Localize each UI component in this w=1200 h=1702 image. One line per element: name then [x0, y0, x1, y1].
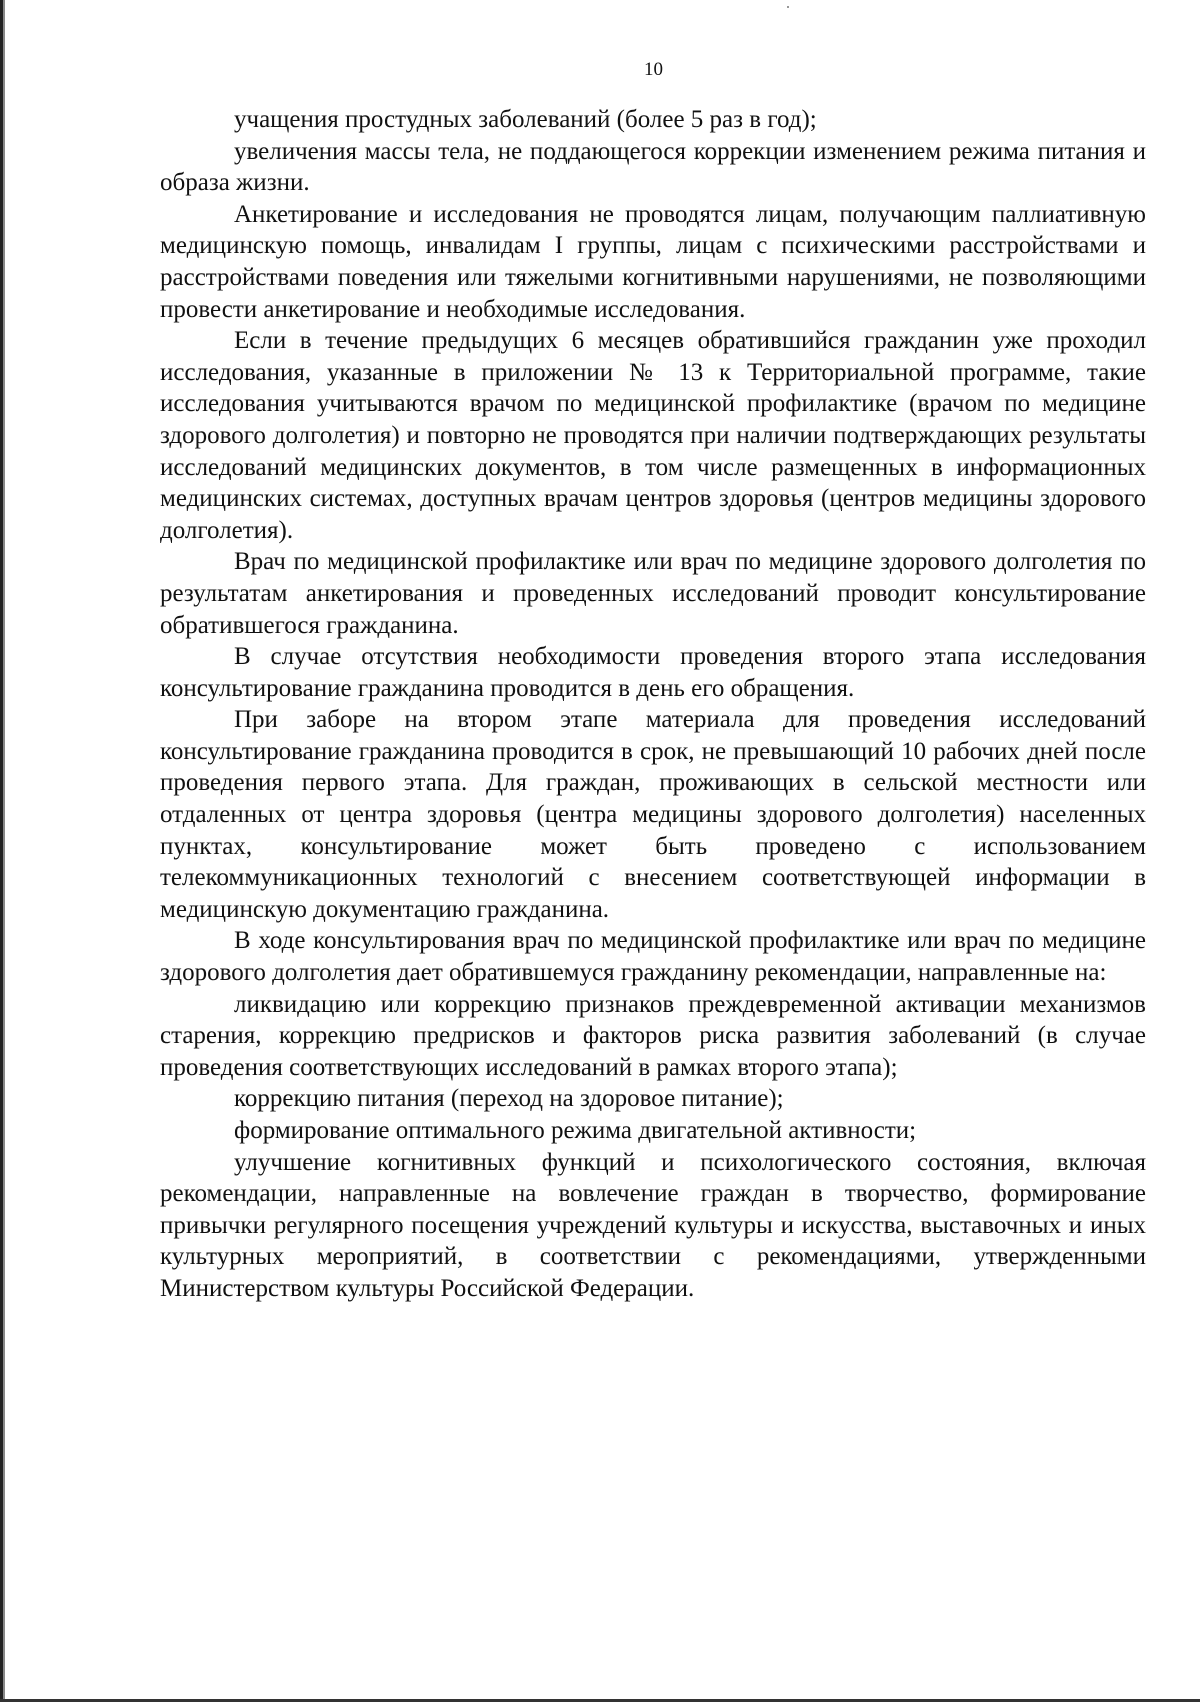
paragraph: учащения простудных заболеваний (более 5 раз в год);: [234, 106, 817, 133]
paragraph: Если в течение предыдущих 6 месяцев обратившийся гражданин уже проходил исследования, указанные в приложении № 13 к Территориальной программе, такие исследования учитываются врачом по медицинской профилактике (врачом по медицине здорового долголетия) и повторно не проводятся при наличии подтверждающих результаты исследований медицинских документов, в том числе размещенных в информационных медицинских системах, доступных врачам центров здоровья (центров медицины здорового долголетия).: [160, 327, 1146, 544]
scan-edge-shadow: [3, 0, 5, 1702]
paragraph: формирование оптимального режима двигательной активности;: [234, 1117, 917, 1144]
paragraph: коррекцию питания (переход на здоровое питание);: [234, 1085, 784, 1113]
paragraph: В ходе консультирования врач по медицинской профилактике или врач по медицине здорового долголетия дает обратившемуся гражданину рекомендации, направленные на:: [160, 927, 1146, 987]
paragraph: При заборе на втором этапе материала для проведения исследований консультирование гражданина проводится в срок, не превышающий 10 рабочих дней после проведения первого этапа. Для граждан, проживающих в сельской местности или отдаленных от центра здоровья (центра медицины здорового долголетия) населенных пунктах, консультирование может быть проведено с использованием телекоммуникационных технологий с внесением соответствующей информации в медицинскую документацию гражданина.: [160, 706, 1146, 923]
scan-speck: [787, 6, 789, 8]
paragraph: увеличения массы тела, не поддающегося коррекции изменением режима питания и образа жизни.: [160, 137, 1146, 197]
paragraph: Врач по медицинской профилактике или врач по медицине здорового долголетия по результатам анкетирования и проведенных исследований проводит консультирование обратившегося гражданина.: [160, 548, 1146, 639]
paragraph: Анкетирование и исследования не проводятся лицам, получающим паллиативную медицинскую помощь, инвалидам I группы, лицам с психическими расстройствами и расстройствами поведения или тяжелыми когнитивными нарушениями, не позволяющими провести анкетирование и необходимые исследования.: [160, 200, 1146, 323]
paragraph: В случае отсутствия необходимости проведения второго этапа исследования консультирование гражданина проводится в день его обращения.: [160, 643, 1146, 702]
paragraph: улучшение когнитивных функций и психологического состояния, включая рекомендации, направленные на вовлечение граждан в творчество, формирование привычки регулярного посещения учреждений культуры и искусства, выставочных и иных культурных мероприятий, в соответствии с рекомендациями, утвержденными Министерством культуры Российской Федерации.: [160, 1148, 1146, 1302]
body-text: [160, 104, 1146, 1305]
paragraph: ликвидацию или коррекцию признаков преждевременной активации механизмов старения, коррекцию предрисков и факторов риска развития заболеваний (в случае проведения соответствующих исследований в рамках второго этапа);: [160, 990, 1146, 1081]
page-number: 10: [644, 59, 663, 80]
